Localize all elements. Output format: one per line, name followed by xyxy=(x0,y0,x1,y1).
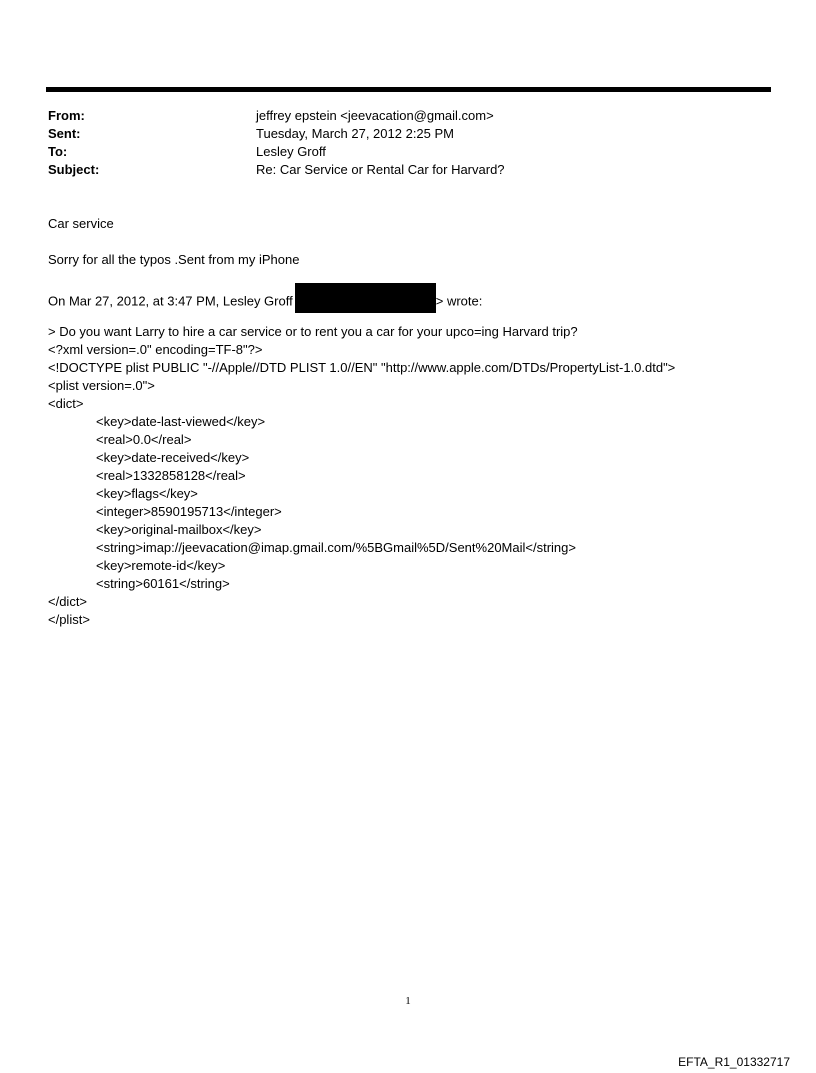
body-line-1: Car service xyxy=(48,216,114,231)
xml-end-line: </plist> xyxy=(48,612,90,627)
xml-indented-line: <key>original-mailbox</key> xyxy=(96,522,262,537)
xml-indented-line: <real>1332858128</real> xyxy=(96,468,246,483)
header-rule xyxy=(46,87,771,92)
xml-indented-line: <integer>8590195713</integer> xyxy=(96,504,282,519)
bates-stamp: EFTA_R1_01332717 xyxy=(678,1055,790,1069)
xml-indented-line: <string>60161</string> xyxy=(96,576,230,591)
from-label: From: xyxy=(48,108,85,123)
subject-value: Re: Car Service or Rental Car for Harvard? xyxy=(256,162,505,177)
xml-line: <plist version=.0"> xyxy=(48,378,155,393)
sent-label: Sent: xyxy=(48,126,81,141)
quote-intro-after: > wrote: xyxy=(435,293,483,309)
xml-indented-line: <string>imap://jeevacation@imap.gmail.com/%5BGmail%5D/Sent%20Mail</string> xyxy=(96,540,576,555)
xml-line: <!DOCTYPE plist PUBLIC "-//Apple//DTD PLIST 1.0//EN" "http://www.apple.com/DTDs/PropertyList-1.0.dtd"> xyxy=(48,360,676,375)
to-value: Lesley Groff xyxy=(256,144,326,159)
from-value: jeffrey epstein <jeevacation@gmail.com> xyxy=(256,108,494,123)
body-line-2: Sorry for all the typos .Sent from my iPhone xyxy=(48,252,300,267)
xml-line: <dict> xyxy=(48,396,84,411)
page-number: 1 xyxy=(405,995,411,1007)
quote-intro xyxy=(48,287,482,317)
to-label: To: xyxy=(48,144,68,159)
redaction-box xyxy=(295,283,436,313)
sent-value: Tuesday, March 27, 2012 2:25 PM xyxy=(256,126,454,141)
xml-indented-line: <key>remote-id</key> xyxy=(96,558,226,573)
xml-end-line: </dict> xyxy=(48,594,88,609)
xml-indented-line: <key>date-last-viewed</key> xyxy=(96,414,266,429)
xml-line: <?xml version=.0" encoding=TF-8"?> xyxy=(48,342,263,357)
xml-indented-line: <key>flags</key> xyxy=(96,486,198,501)
xml-indented-line: <real>0.0</real> xyxy=(96,432,192,447)
quoted-line: > Do you want Larry to hire a car service or to rent you a car for your upco=ing Harvard trip? xyxy=(48,324,578,339)
xml-indented-line: <key>date-received</key> xyxy=(96,450,250,465)
subject-label: Subject: xyxy=(48,162,100,177)
quote-intro-before: On Mar 27, 2012, at 3:47 PM, Lesley Groff xyxy=(48,293,293,309)
